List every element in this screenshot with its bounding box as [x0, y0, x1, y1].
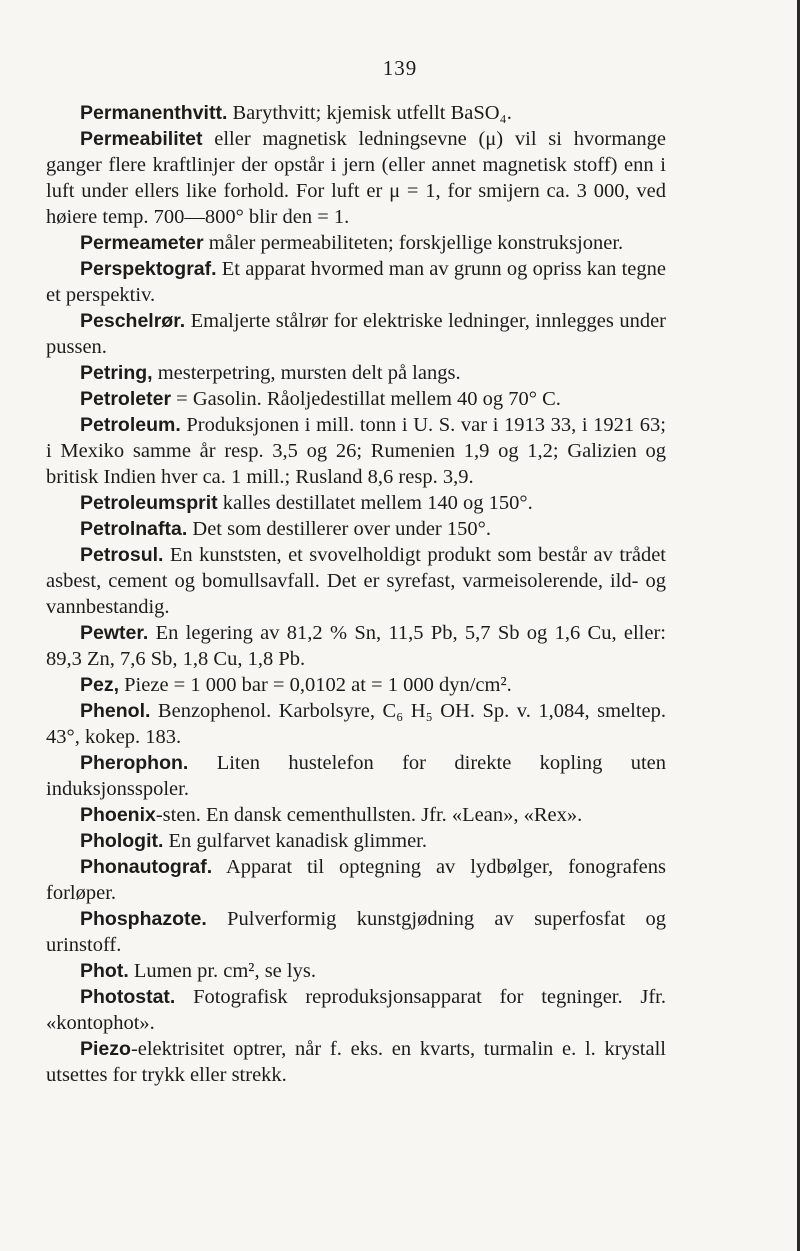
entry-text: Barythvitt; kjemisk utfellt BaSO₄. [227, 102, 512, 124]
entry-term: Phosphazote. [80, 908, 207, 930]
entry-text: kalles destillatet mellem 140 og 150°. [217, 492, 533, 514]
entry-text: En legering av 81,2 % Sn, 11,5 Pb, 5,7 Sb og 1,6 Cu, eller: 89,3 Zn, 7,6 Sb, 1,8 Cu, 1,8 Pb. [46, 622, 666, 670]
entry-term: Petrosul. [80, 544, 164, 566]
entry-text: Lumen pr. cm², se lys. [128, 960, 316, 982]
entry-pherophon [46, 750, 666, 802]
entry-term: Pherophon. [80, 752, 189, 774]
entry-term: Petrolnafta. [80, 518, 188, 540]
entry-permeabilitet [46, 126, 666, 230]
entry-term: Petroleumsprit [80, 492, 218, 514]
entry-term: Pewter. [80, 622, 149, 644]
entry-photostat [46, 984, 666, 1036]
entry-petrolnafta [46, 516, 666, 542]
entry-text: Et apparat hvormed man av grunn og opriss kan tegne et perspektiv. [46, 258, 666, 306]
entry-phologit [46, 828, 666, 854]
entry-pewter [46, 620, 666, 672]
entry-text: Produksjonen i mill. tonn i U. S. var i 1913 33, i 1921 63; i Mexiko samme år resp. 3,5 og 26; Rumenien 1,9 og 1,2; Galizien og britisk Indien hver ca. 1 mill.; Rusland 8,6 resp. 3,9. [46, 414, 666, 488]
entry-permeameter [46, 230, 666, 256]
entry-term: Petring, [80, 362, 153, 384]
entry-text: = Gasolin. Råoljedestillat mellem 40 og 70° C. [171, 388, 561, 410]
entry-term: Petroleter [80, 388, 172, 410]
entry-term: Photostat. [80, 986, 176, 1008]
entry-piezo [46, 1036, 666, 1088]
entry-term: Peschelrør. [80, 310, 186, 332]
entry-permanenthvitt [46, 100, 666, 126]
entry-text: eller magnetisk ledningsevne (μ) vil si hvormange ganger flere kraftlinjer der opstår i jern (eller annet magnetisk stoff) enn i luft under ellers like forhold. For luft er μ = 1, for smijern ca. 3 000, ved høiere temp. 700—800° blir den = 1. [46, 128, 666, 228]
entry-peschelror [46, 308, 666, 360]
entry-petroleum [46, 412, 666, 490]
entry-phenol [46, 698, 666, 750]
entry-phonautograf [46, 854, 666, 906]
entry-perspektograf [46, 256, 666, 308]
entry-text: Det som destillerer over under 150°. [187, 518, 491, 540]
entry-text: mesterpetring, mursten delt på langs. [152, 362, 461, 384]
entry-text: måler permeabiliteten; forskjellige konstruksjoner. [203, 232, 624, 254]
entry-term: Phenol. [80, 700, 151, 722]
entry-text: Pulverformig kunstgjødning av superfosfat og urinstoff. [46, 908, 666, 956]
entry-text: -elektrisitet optrer, når f. eks. en kvarts, turmalin e. l. krystall utsettes for trykk eller strekk. [46, 1038, 666, 1086]
entry-petroleter [46, 386, 666, 412]
entry-petring [46, 360, 666, 386]
entry-term: Piezo [80, 1038, 131, 1060]
entry-term: Phonautograf. [80, 856, 213, 878]
entry-text: Liten hustelefon for direkte kopling uten induksjonsspoler. [46, 752, 666, 800]
entry-text: En kunststen, et svovelholdigt produkt som består av trådet asbest, cement og bomullsavfall. Det er syrefast, varmeisolerende, ild- og vannbestandig. [46, 544, 666, 618]
entry-term: Permeabilitet [80, 128, 203, 150]
entry-petrosul [46, 542, 666, 620]
entry-text: Fotografisk reproduksjonsapparat for tegninger. Jfr. «kontophot». [46, 986, 666, 1034]
entry-term: Perspektograf. [80, 258, 217, 280]
entry-text: Emaljerte stålrør for elektriske ledninger, innlegges under pussen. [46, 310, 666, 358]
entry-text: En gulfarvet kanadisk glimmer. [163, 830, 427, 852]
entry-phoenix [46, 802, 666, 828]
entry-phosphazote [46, 906, 666, 958]
entry-term: Permeameter [80, 232, 204, 254]
entry-phot [46, 958, 666, 984]
entry-term: Phologit. [80, 830, 164, 852]
dictionary-entries [46, 100, 666, 1088]
entry-term: Permanenthvitt. [80, 102, 228, 124]
entry-text: Apparat til optegning av lydbølger, fonografens forløper. [46, 856, 666, 904]
entry-term: Pez, [80, 674, 120, 696]
entry-pez [46, 672, 666, 698]
page-number: 139 [382, 56, 418, 80]
entry-term: Petroleum. [80, 414, 181, 436]
entry-text: Pieze = 1 000 bar = 0,0102 at = 1 000 dyn/cm². [119, 674, 512, 696]
entry-term: Phot. [80, 960, 129, 982]
entry-text: Benzophenol. Karbolsyre, C₆ H₅ OH. Sp. v. 1,084, smeltep. 43°, kokep. 183. [46, 700, 666, 748]
entry-petroleumsprit [46, 490, 666, 516]
entry-text: -sten. En dansk cementhullsten. Jfr. «Lean», «Rex». [155, 804, 583, 826]
entry-term: Phoenix [80, 804, 156, 826]
